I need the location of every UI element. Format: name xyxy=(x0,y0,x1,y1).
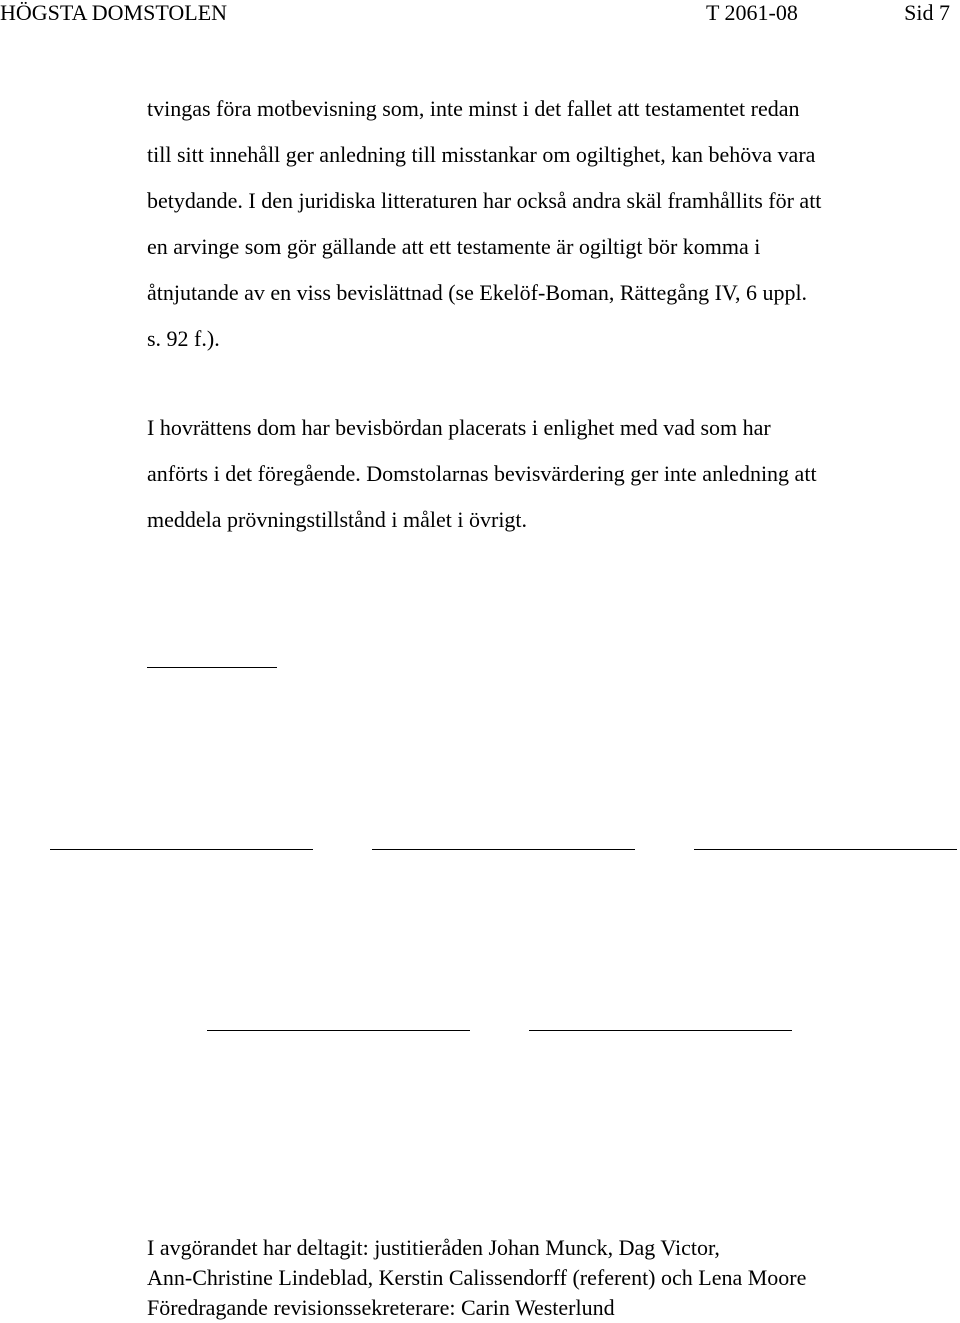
separator-rule xyxy=(147,667,277,668)
text-line: åtnjutande av en viss bevislättnad (se Ekelöf-Boman, Rättegång IV, 6 uppl. xyxy=(147,280,808,305)
signature-line xyxy=(529,1030,792,1031)
text-line: betydande. I den juridiska litteraturen har också andra skäl framhållits för att xyxy=(147,188,822,213)
signature-line xyxy=(50,849,313,850)
text-line: Föredragande revisionssekreterare: Carin Westerlund xyxy=(147,1295,615,1320)
participants-note xyxy=(147,1233,957,1323)
court-name: HÖGSTA DOMSTOLEN xyxy=(0,0,228,25)
signature-line xyxy=(694,849,957,850)
text-line: till sitt innehåll ger anledning till misstankar om ogiltighet, kan behöva vara xyxy=(147,142,816,167)
text-line: I avgörandet har deltagit: justitieråden Johan Munck, Dag Victor, xyxy=(147,1235,720,1260)
page-number: Sid 7 xyxy=(904,0,950,25)
signature-line xyxy=(372,849,635,850)
text-line: s. 92 f.). xyxy=(147,326,220,351)
text-line: meddela prövningstillstånd i målet i övrigt. xyxy=(147,507,528,532)
text-line: en arvinge som gör gällande att ett testamente är ogiltigt bör komma i xyxy=(147,234,761,259)
text-line: I hovrättens dom har bevisbördan placerats i enlighet med vad som har xyxy=(147,415,771,440)
signature-line xyxy=(207,1030,470,1031)
case-number: T 2061-08 xyxy=(706,0,798,25)
body-paragraph-2 xyxy=(147,405,947,543)
text-line: Ann-Christine Lindeblad, Kerstin Calissendorff (referent) och Lena Moore xyxy=(147,1265,807,1290)
text-line: anförts i det föregående. Domstolarnas bevisvärdering ger inte anledning att xyxy=(147,461,817,486)
page-header xyxy=(0,0,960,30)
text-line: tvingas föra motbevisning som, inte minst i det fallet att testamentet redan xyxy=(147,96,800,121)
body-paragraph-1 xyxy=(147,86,947,362)
